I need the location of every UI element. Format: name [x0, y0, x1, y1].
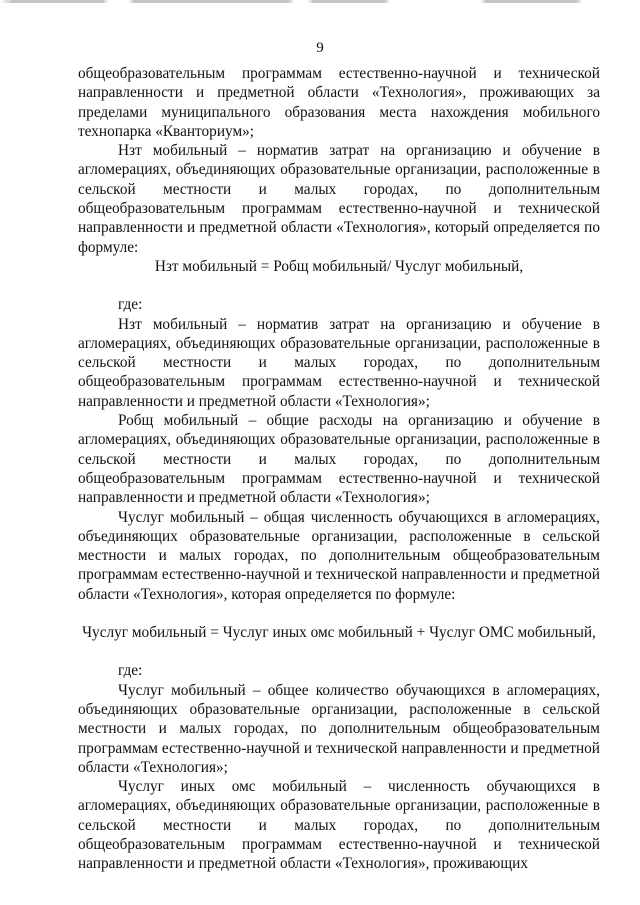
paragraph-nzt-definition: Нзт мобильный – норматив затрат на организацию и обучение в агломерациях, объединяющих образовательные организации, расположенные в сельской местности и малых городах, по дополнительным общеобразовательным программам естественно-научной и технической направленности и предметной области «Технология», который определяется по формуле: — [78, 142, 600, 256]
where-label-1: где: — [118, 296, 143, 314]
paragraph-nzt-term: Нзт мобильный – норматив затрат на организацию и обучение в агломерациях, объединяющих образовательные организации, расположенные в сельской местности и малых городах, по дополнительным общеобразовательным программам естественно-научной и технической направленности и предметной области «Технология»; — [78, 315, 600, 410]
where-label-2: где: — [118, 662, 143, 680]
paragraph-chuslug-definition: Чуслуг мобильный – общая численность обучающихся в агломерациях, объединяющих образовательные организации, расположенные в сельской местности и малых городах, по дополнительным общеобразовательным программам естественно-научной и технической направленности и предметной области «Технология», которая определяется по формуле: — [78, 508, 600, 603]
document-body — [78, 64, 600, 874]
scan-edge-divider — [0, 0, 640, 3]
paragraph-robsch-term: Робщ мобильный – общие расходы на организацию и обучение в агломерациях, объединяющих образовательные организации, расположенные в сельской местности и малых городах, по дополнительным общеобразовательным программам естественно-научной и технической направленности и предметной области «Технология»; — [78, 412, 600, 507]
formula-nzt: Нзт мобильный = Робщ мобильный/ Чуслуг мобильный, — [154, 257, 524, 275]
formula-chuslug: Чуслуг мобильный = Чуслуг иных омс мобильный + Чуслуг ОМС мобильный, — [82, 624, 596, 642]
paragraph-chuslug-term: Чуслуг мобильный – общее количество обучающихся в агломерациях, объединяющих образовательные организации, расположенные в сельской местности и малых городах, по дополнительным общеобразовательным программам естественно-научной и технической направленности и предметной области «Технология»; — [78, 681, 600, 776]
paragraph-continuation: общеобразовательным программам естественно-научной и технической направленности и предметной области «Технология», проживающих за пределами муниципального образования места нахождения мобильного технопарка «Кванториум»; — [78, 65, 600, 140]
page-number: 9 — [316, 40, 324, 56]
paragraph-chuslug-inykh-term: Чуслуг иных омс мобильный – численность обучающихся в агломерациях, объединяющих образовательные организации, расположенные в сельской местности и малых городах, по дополнительным общеобразовательным программам естественно-научной и технической направленности и предметной области «Технология», проживающих — [78, 778, 600, 873]
